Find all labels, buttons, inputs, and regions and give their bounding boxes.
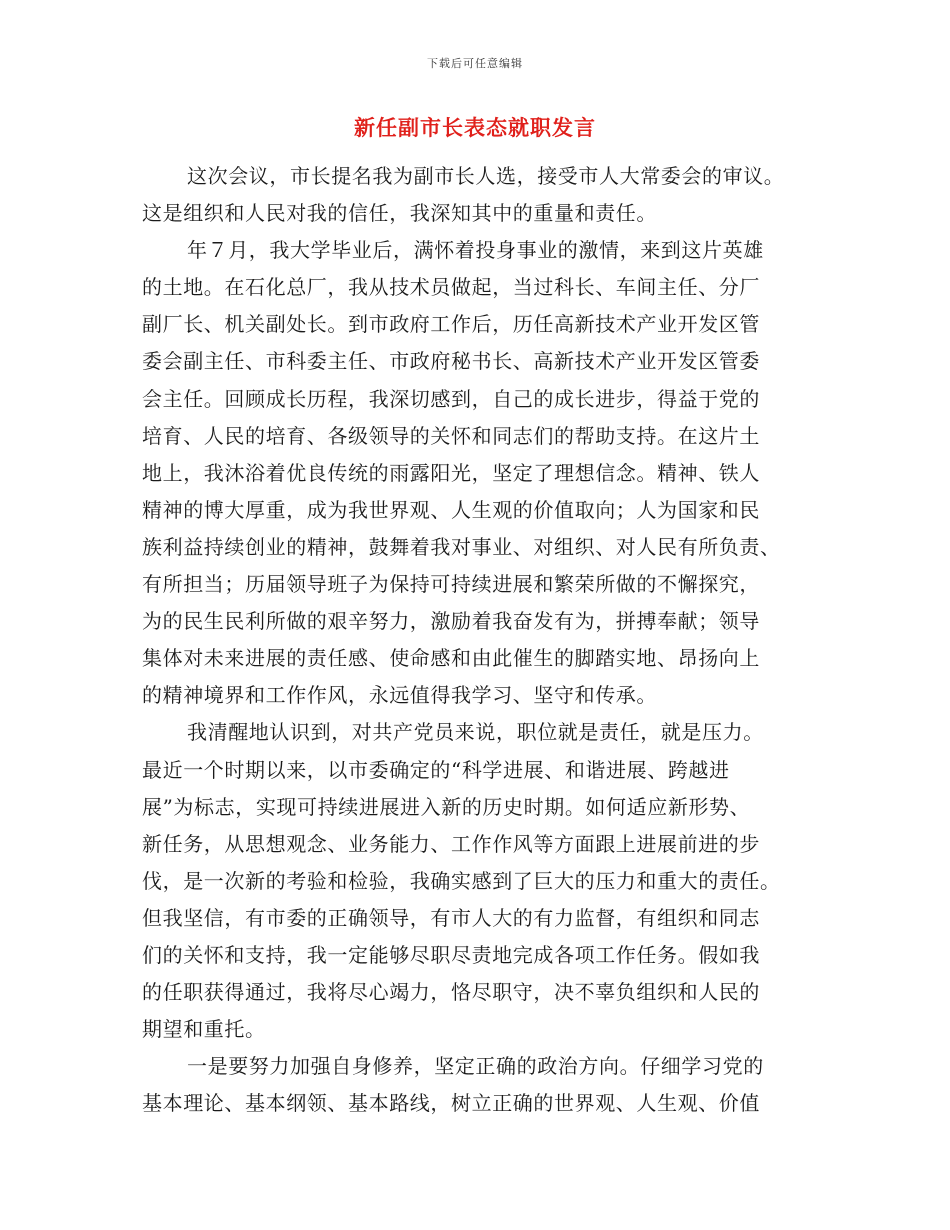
text-line: 期望和重托。 <box>142 1017 266 1042</box>
page-header-note: 下载后可任意编辑 <box>427 57 523 70</box>
text-line: 这是组织和人民对我的信任，我深知其中的重量和责任。 <box>142 201 657 226</box>
text-line: 展”为标志，实现可持续进展进入新的历史时期。如何适应新形势、 <box>142 794 751 819</box>
text-line: 新任务，从思想观念、业务能力、工作作风等方面跟上进展前进的步 <box>142 831 760 856</box>
text-line: 这次会议，市长提名我为副市长人选，接受市人大常委会的审议。 <box>187 164 785 188</box>
text-line: 但我坚信，有市委的正确领导，有市人大的有力监督，有组织和同志 <box>142 905 760 930</box>
text-line: 集体对未来进展的责任感、使命感和由此催生的脚踏实地、昂扬向上 <box>142 646 760 671</box>
text-line: 我清醒地认识到，对共产党员来说，职位就是责任，就是压力。 <box>187 720 764 745</box>
text-line: 基本理论、基本纲领、基本路线，树立正确的世界观、人生观、价值 <box>142 1091 760 1116</box>
text-line: 最近一个时期以来，以市委确定的“科学进展、和谐进展、跨越进 <box>142 757 730 782</box>
text-line: 族利益持续创业的精神，鼓舞着我对事业、对组织、对人民有所负责、 <box>142 534 781 559</box>
text-line: 伐，是一次新的考验和检验，我确实感到了巨大的压力和重大的责任。 <box>142 868 781 893</box>
document-body <box>142 158 810 1122</box>
text-line: 培育、人民的培育、各级领导的关怀和同志们的帮助支持。在这片土 <box>142 423 760 448</box>
text-line: 为的民生民利所做的艰辛努力，激励着我奋发有为，拼搏奉献；领导 <box>142 609 760 634</box>
text-line: 一是要努力加强自身修养，坚定正确的政治方向。仔细学习党的 <box>187 1054 764 1079</box>
text-line: 的精神境界和工作作风，永远值得我学习、坚守和传承。 <box>142 683 657 708</box>
document-title: 新任副市长表态就职发言 <box>354 115 596 140</box>
text-line: 副厂长、机关副处长。到市政府工作后，历任高新技术产业开发区管 <box>142 312 760 337</box>
text-line: 委会副主任、市科委主任、市政府秘书长、高新技术产业开发区管委 <box>142 349 760 374</box>
text-line: 会主任。回顾成长历程，我深切感到，自己的成长进步，得益于党的 <box>142 386 760 411</box>
text-line: 们的关怀和支持，我一定能够尽职尽责地完成各项工作任务。假如我 <box>142 942 760 967</box>
text-line: 的土地。在石化总厂，我从技术员做起，当过科长、车间主任、分厂 <box>142 275 760 300</box>
text-line: 年７月，我大学毕业后，满怀着投身事业的激情，来到这片英雄 <box>187 238 764 263</box>
text-line: 精神的博大厚重，成为我世界观、人生观的价值取向；人为国家和民 <box>142 497 760 522</box>
text-line: 有所担当；历届领导班子为保持可持续进展和繁荣所做的不懈探究， <box>142 572 760 597</box>
text-line: 地上，我沐浴着优良传统的雨露阳光，坚定了理想信念。精神、铁人 <box>142 460 760 485</box>
text-line: 的任职获得通过，我将尽心竭力，恪尽职守，决不辜负组织和人民的 <box>142 980 760 1005</box>
